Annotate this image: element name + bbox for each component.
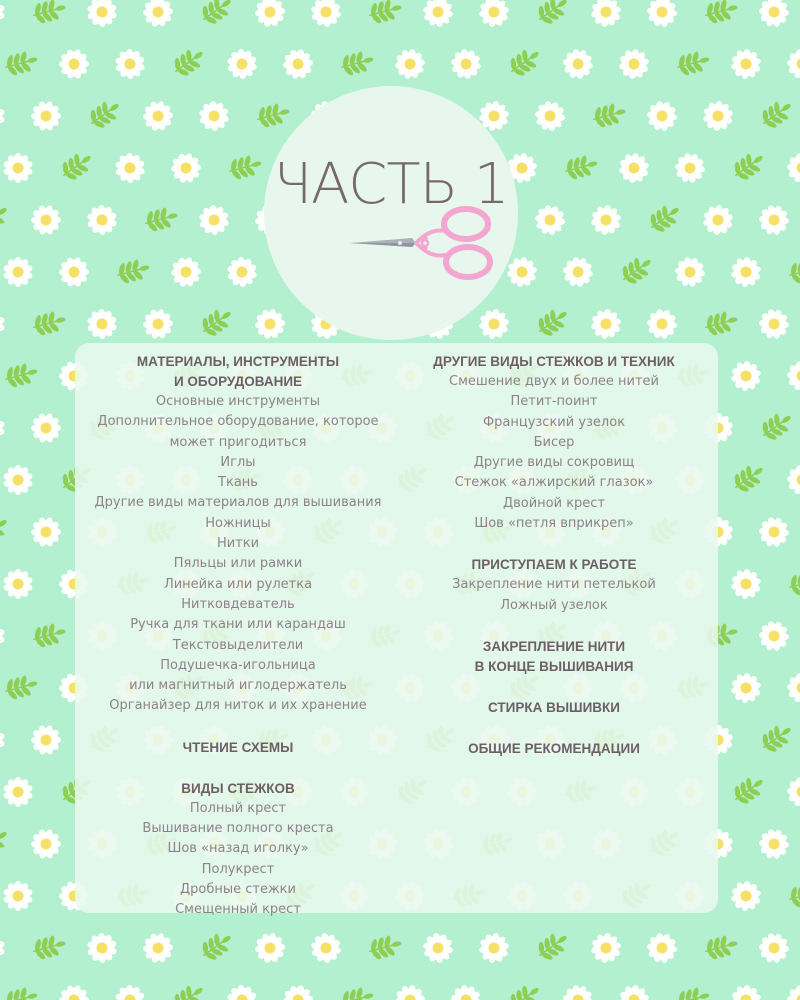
leaf-sprig-icon (338, 48, 376, 79)
section-getting-started (400, 555, 708, 616)
daisy-flower-icon (589, 307, 623, 341)
leaf-sprig-icon (2, 360, 40, 391)
daisy-flower-icon (729, 256, 763, 289)
leaf-sprig-icon (169, 979, 209, 1000)
leaf-sprig-icon (142, 204, 180, 235)
daisy-flower-icon (754, 0, 794, 32)
daisy-flower-icon (754, 616, 794, 655)
daisy-flower-icon (27, 97, 65, 135)
daisy-flower-icon (529, 200, 570, 241)
contents-item: Бисер (533, 434, 575, 450)
heading-line: ОБЩИЕ РЕКОМЕНДАЦИИ (468, 740, 640, 756)
contents-item: Ткань (218, 475, 258, 491)
leaf-sprig-icon (702, 0, 740, 26)
section-stitch-types (82, 779, 394, 921)
heading-line: ПРИСТУПАЕМ К РАБОТЕ (471, 557, 637, 573)
leaf-sprig-icon (533, 303, 573, 341)
daisy-flower-icon (392, 982, 428, 1000)
section-securing-thread (400, 637, 708, 677)
leaf-sprig-icon (57, 147, 97, 185)
scissors-icon (350, 205, 500, 285)
daisy-flower-icon (729, 48, 763, 81)
section-heading (400, 352, 708, 372)
daisy-flower-icon (139, 97, 177, 134)
leaf-sprig-icon (197, 303, 237, 341)
leaf-sprig-icon (533, 927, 573, 965)
daisy-flower-icon (2, 257, 33, 287)
contents-item: Ложный узелок (500, 597, 608, 613)
daisy-flower-icon (782, 44, 800, 83)
daisy-flower-icon (670, 148, 711, 188)
leaf-sprig-icon (617, 251, 657, 289)
leaf-sprig-icon (2, 48, 40, 79)
contents-item: Дробные стежки (179, 881, 296, 897)
daisy-flower-icon (252, 306, 289, 342)
contents-item: Текстовыделители (172, 637, 304, 653)
daisy-flower-icon (2, 777, 33, 807)
daisy-flower-icon (670, 252, 711, 292)
daisy-flower-icon (476, 307, 511, 341)
contents-item: Дополнительное оборудование, которое (97, 414, 379, 430)
daisy-flower-icon (81, 199, 123, 241)
daisy-flower-icon (754, 200, 794, 239)
contents-item: Шов «назад иголку» (167, 841, 309, 857)
contents-item: Стежок «алжирский глазок» (454, 475, 654, 491)
contents-item: Двойной крест (502, 495, 606, 511)
leaf-sprig-icon (702, 932, 740, 963)
daisy-flower-icon (109, 147, 151, 189)
daisy-flower-icon (81, 303, 123, 345)
leaf-sprig-icon (702, 308, 740, 339)
daisy-flower-icon (139, 305, 177, 342)
contents-item: Шов «петля вприкреп» (474, 516, 634, 532)
contents-item: Закрепление нити петелькой (452, 577, 656, 593)
daisy-flower-icon (617, 47, 651, 81)
daisy-flower-icon (445, 979, 486, 1000)
leaf-sprig-icon (786, 880, 800, 911)
daisy-flower-icon (221, 251, 263, 293)
daisy-flower-icon (782, 356, 800, 395)
contents-item: Иглы (220, 454, 256, 470)
section-heading (82, 779, 394, 799)
daisy-flower-icon (754, 512, 794, 551)
daisy-flower-icon (109, 979, 151, 1000)
daisy-flower-icon (642, 928, 683, 968)
contents-item: Смещенный крест (175, 902, 301, 918)
contents-item: Органайзер для ниток и их хранение (109, 698, 367, 714)
leaf-sprig-icon (757, 407, 797, 445)
contents-item: Другие виды сокровищ (473, 455, 635, 471)
contents-item: Ножницы (205, 515, 271, 531)
leaf-sprig-icon (729, 771, 769, 809)
daisy-flower-icon (729, 360, 763, 393)
daisy-flower-icon (252, 0, 289, 30)
daisy-flower-icon (729, 568, 763, 601)
daisy-flower-icon (701, 204, 735, 237)
daisy-flower-icon (0, 413, 6, 443)
contents-item: Нитки (216, 536, 260, 552)
daisy-flower-icon (27, 201, 65, 239)
page-title: ЧАСТЬ 1 (273, 152, 509, 217)
section-heading (400, 739, 708, 759)
heading-line: В КОНЦЕ ВЫШИВАНИЯ (474, 658, 634, 674)
contents-item: Линейка или рулетка (163, 576, 313, 592)
daisy-flower-icon (221, 979, 263, 1000)
leaf-sprig-icon (533, 0, 573, 29)
daisy-flower-icon (280, 46, 317, 82)
daisy-flower-icon (139, 0, 177, 31)
contents-item: Другие виды материалов для вышивания (94, 495, 382, 511)
daisy-flower-icon (221, 43, 263, 85)
daisy-flower-icon (2, 569, 33, 599)
contents-item: Основные инструменты (155, 394, 321, 409)
leaf-sprig-icon (729, 147, 769, 185)
daisy-flower-icon (445, 43, 486, 84)
daisy-flower-icon (2, 881, 33, 911)
section-general-tips (400, 739, 708, 759)
leaf-sprig-icon (505, 43, 545, 81)
daisy-flower-icon (504, 255, 539, 289)
section-other-stitches (400, 352, 708, 534)
contents-left-column (82, 352, 394, 942)
daisy-flower-icon (2, 153, 33, 183)
daisy-flower-icon (417, 0, 458, 33)
leaf-sprig-icon (338, 984, 376, 1000)
leaf-sprig-icon (757, 95, 797, 133)
daisy-flower-icon (589, 203, 623, 237)
heading-line: ЗАКРЕПЛЕНИЕ НИТИ (482, 638, 626, 654)
heading-line: И ОБОРУДОВАНИЕ (173, 374, 303, 389)
daisy-flower-icon (557, 252, 598, 293)
leaf-sprig-icon (2, 984, 40, 1000)
daisy-flower-icon (782, 460, 800, 499)
daisy-flower-icon (617, 151, 651, 185)
leaf-sprig-icon (30, 308, 68, 339)
leaf-sprig-icon (0, 823, 13, 861)
contents-item: может пригодиться (169, 434, 307, 450)
daisy-flower-icon (305, 0, 347, 33)
leaf-sprig-icon (30, 620, 68, 651)
contents-item: Ручка для ткани или карандаш (130, 617, 346, 633)
contents-item: или магнитный иглодержатель (129, 678, 347, 694)
leaf-sprig-icon (114, 256, 152, 287)
daisy-flower-icon (782, 980, 800, 1000)
contents-item: Полукрест (201, 861, 275, 877)
daisy-flower-icon (729, 984, 763, 1000)
leaf-sprig-icon (505, 979, 545, 1000)
daisy-flower-icon (392, 46, 428, 81)
heading-line: СТИРКА ВЫШИВКИ (487, 699, 621, 715)
contents-item: Вышивание полного креста (142, 821, 334, 837)
daisy-flower-icon (642, 304, 683, 344)
daisy-flower-icon (27, 825, 65, 863)
daisy-flower-icon (754, 304, 794, 343)
leaf-sprig-icon (85, 95, 125, 133)
daisy-flower-icon (589, 931, 623, 965)
section-reading-chart (82, 738, 394, 758)
daisy-flower-icon (81, 0, 123, 33)
daisy-flower-icon (193, 199, 235, 241)
heading-line: ЧТЕНИЕ СХЕМЫ (182, 739, 294, 755)
daisy-flower-icon (754, 824, 794, 863)
leaf-sprig-icon (674, 48, 712, 79)
daisy-flower-icon (0, 621, 6, 651)
section-heading (82, 738, 394, 758)
leaf-sprig-icon (729, 459, 769, 497)
daisy-flower-icon (476, 0, 511, 29)
daisy-flower-icon (27, 513, 65, 551)
daisy-flower-icon (589, 0, 623, 29)
leaf-sprig-icon (254, 100, 292, 131)
daisy-flower-icon (55, 253, 93, 291)
section-heading (82, 352, 394, 392)
daisy-flower-icon (109, 43, 151, 85)
daisy-flower-icon (529, 96, 570, 137)
daisy-flower-icon (557, 980, 598, 1000)
daisy-flower-icon (193, 95, 235, 137)
daisy-flower-icon (782, 772, 800, 811)
daisy-flower-icon (0, 101, 6, 131)
daisy-flower-icon (0, 0, 6, 27)
daisy-flower-icon (617, 983, 651, 1000)
section-heading (400, 637, 708, 677)
leaf-sprig-icon (30, 932, 68, 963)
heading-line: ВИДЫ СТЕЖКОВ (181, 780, 295, 796)
contents-item: Петит-поинт (510, 394, 598, 410)
section-washing (400, 698, 708, 718)
daisy-flower-icon (27, 721, 65, 759)
daisy-flower-icon (642, 0, 683, 32)
leaf-sprig-icon (786, 568, 800, 599)
daisy-flower-icon (557, 44, 598, 85)
daisy-flower-icon (27, 409, 65, 447)
leaf-sprig-icon (197, 0, 237, 29)
daisy-flower-icon (167, 253, 205, 290)
daisy-flower-icon (0, 309, 6, 339)
daisy-flower-icon (280, 982, 317, 1000)
daisy-flower-icon (782, 668, 800, 707)
daisy-flower-icon (417, 927, 458, 968)
contents-right-column (400, 352, 708, 780)
daisy-flower-icon (0, 933, 6, 963)
heading-line: ДРУГИЕ ВИДЫ СТЕЖКОВ И ТЕХНИК (433, 354, 675, 369)
leaf-sprig-icon (562, 152, 600, 183)
heading-line: МАТЕРИАЛЫ, ИНСТРУМЕНТЫ (136, 354, 340, 369)
daisy-flower-icon (55, 45, 93, 83)
section-heading (400, 555, 708, 575)
daisy-flower-icon (476, 931, 511, 965)
contents-item: Полный крест (189, 800, 287, 816)
leaf-sprig-icon (786, 256, 800, 287)
daisy-flower-icon (2, 465, 33, 495)
leaf-sprig-icon (590, 100, 628, 131)
daisy-flower-icon (701, 100, 735, 133)
section-materials (82, 352, 394, 717)
daisy-flower-icon (729, 880, 763, 913)
daisy-flower-icon (0, 725, 6, 755)
leaf-sprig-icon (30, 0, 68, 26)
daisy-flower-icon (754, 928, 794, 967)
daisy-flower-icon (729, 672, 763, 705)
leaf-sprig-icon (674, 984, 712, 1000)
leaf-sprig-icon (366, 0, 404, 26)
contents-item: Пяльцы или рамки (173, 556, 303, 572)
leaf-sprig-icon (645, 199, 685, 237)
daisy-flower-icon (55, 981, 93, 1000)
daisy-flower-icon (782, 148, 800, 187)
contents-item: Смешение двух и более нитей (449, 374, 659, 389)
section-heading (400, 698, 708, 718)
contents-item: Нитковдеватель (181, 596, 295, 612)
leaf-sprig-icon (0, 199, 13, 237)
leaf-sprig-icon (169, 43, 209, 81)
leaf-sprig-icon (0, 511, 13, 549)
leaf-sprig-icon (2, 672, 40, 703)
contents-item: Подушечка-игольница (160, 657, 316, 673)
daisy-flower-icon (167, 149, 205, 186)
contents-item: Французский узелок (482, 414, 626, 430)
leaf-sprig-icon (757, 719, 797, 757)
daisy-flower-icon (642, 96, 683, 136)
leaf-sprig-icon (226, 152, 264, 183)
